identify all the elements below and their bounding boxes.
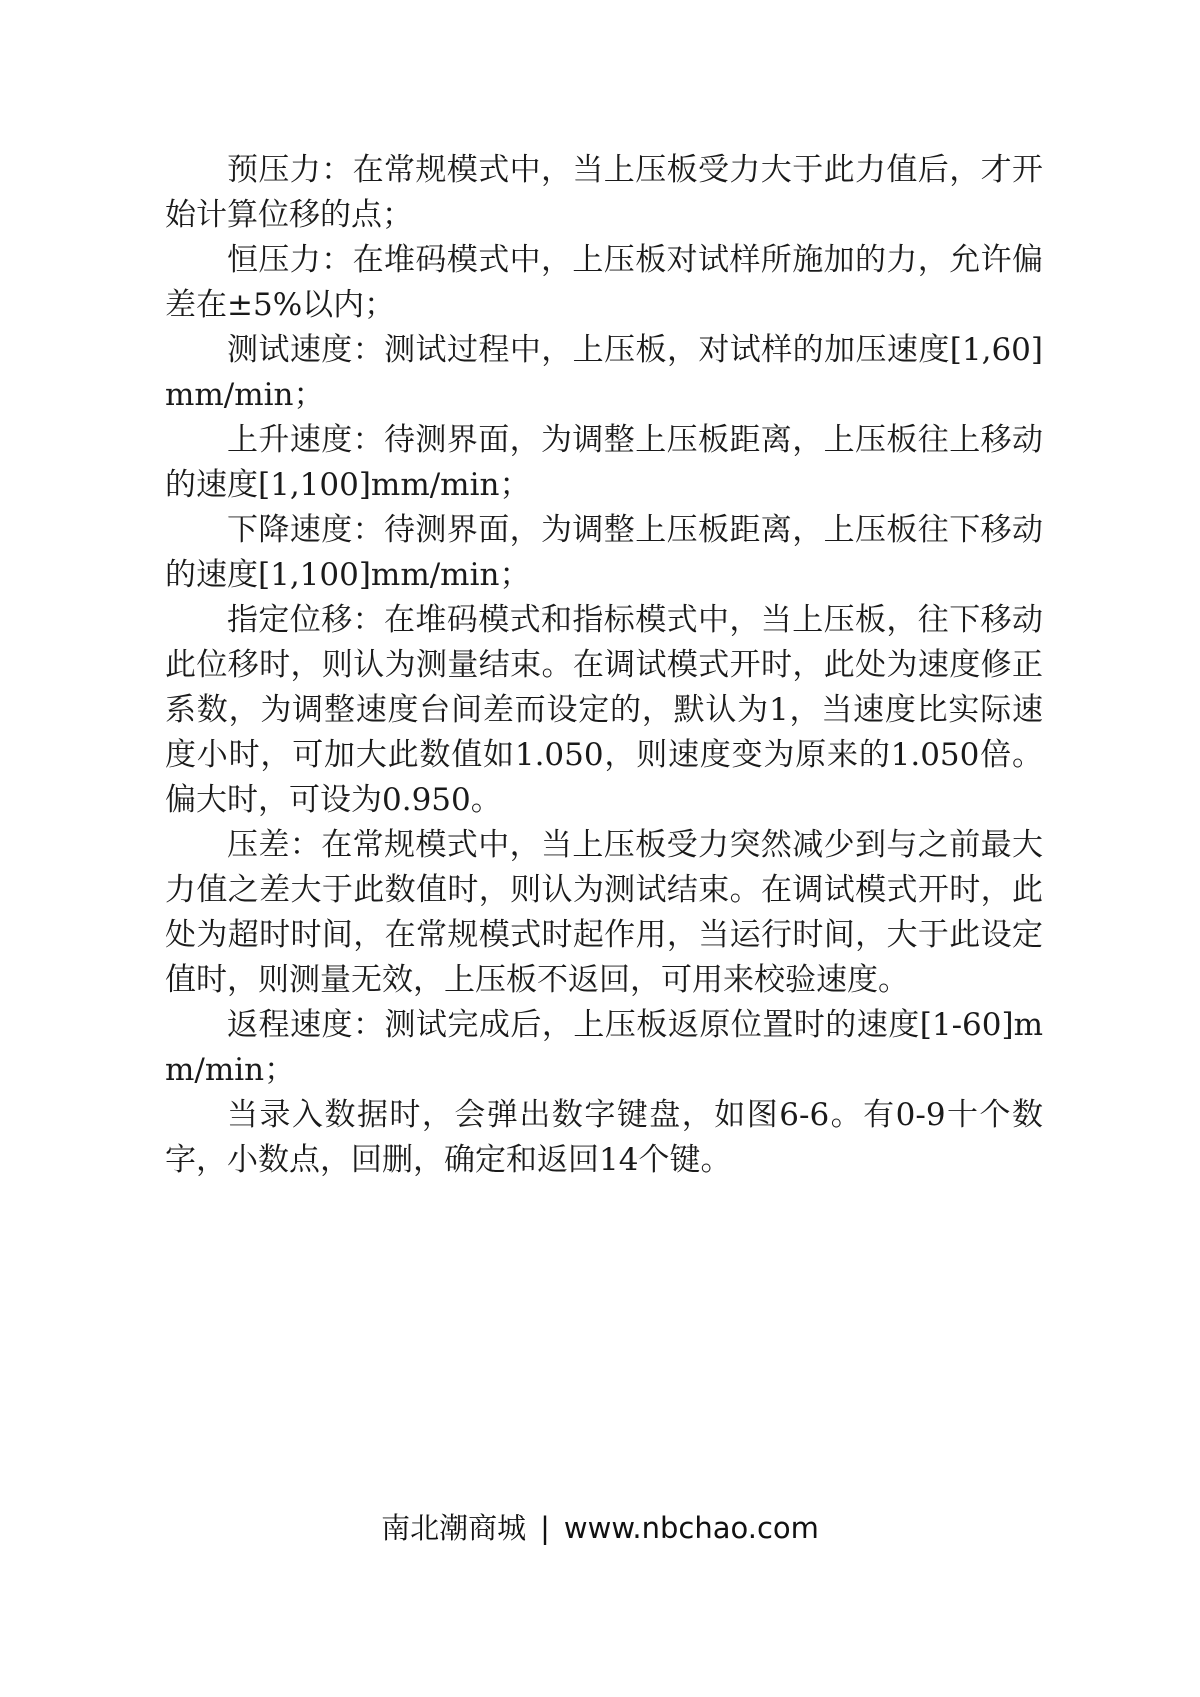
paragraph-constant-pressure: 恒压力：在堆码模式中，上压板对试样所施加的力，允许偏差在±5%以内； [165, 242, 1043, 323]
paragraph-pressure-difference: 压差：在常规模式中，当上压板受力突然减少到与之前最大力值之差大于此数值时，则认为测试结束。在调试模式开时，此处为超时时间，在常规模式时起作用，当运行时间，大于此设定值时，则测量无效，上压板不返回，可用来校验速度。 [165, 827, 1043, 998]
footer-watermark [0, 1508, 1200, 1548]
paragraph-descent-speed: 下降速度：待测界面，为调整上压板距离，上压板往下移动的速度[1,100]mm/min； [165, 512, 1043, 593]
footer-url: www.nbchao.com [563, 1511, 819, 1545]
paragraph-rise-speed: 上升速度：待测界面，为调整上压板距离，上压板往上移动的速度[1,100]mm/min； [165, 422, 1043, 503]
footer-separator: | [540, 1511, 550, 1545]
paragraph-return-speed: 返程速度：测试完成后，上压板返原位置时的速度[1-60]mm/min； [165, 1007, 1043, 1088]
paragraph-test-speed: 测试速度：测试过程中，上压板，对试样的加压速度[1,60]mm/min； [165, 332, 1043, 413]
footer-site-name: 南北潮商城 [381, 1511, 527, 1545]
paragraph-specified-displacement: 指定位移：在堆码模式和指标模式中，当上压板，往下移动此位移时，则认为测量结束。在调试模式开时，此处为速度修正系数，为调整速度台间差而设定的，默认为1，当速度比实际速度小时，可加大此数值如1.050，则速度变为原来的1.050倍。偏大时，可设为0.950。 [165, 602, 1043, 818]
document-body [165, 148, 1043, 1183]
paragraph-preload-force: 预压力：在常规模式中，当上压板受力大于此力值后，才开始计算位移的点； [165, 152, 1043, 233]
paragraph-numeric-keypad: 当录入数据时，会弹出数字键盘，如图6-6。有0-9十个数字，小数点，回删，确定和返回14个键。 [165, 1097, 1043, 1178]
